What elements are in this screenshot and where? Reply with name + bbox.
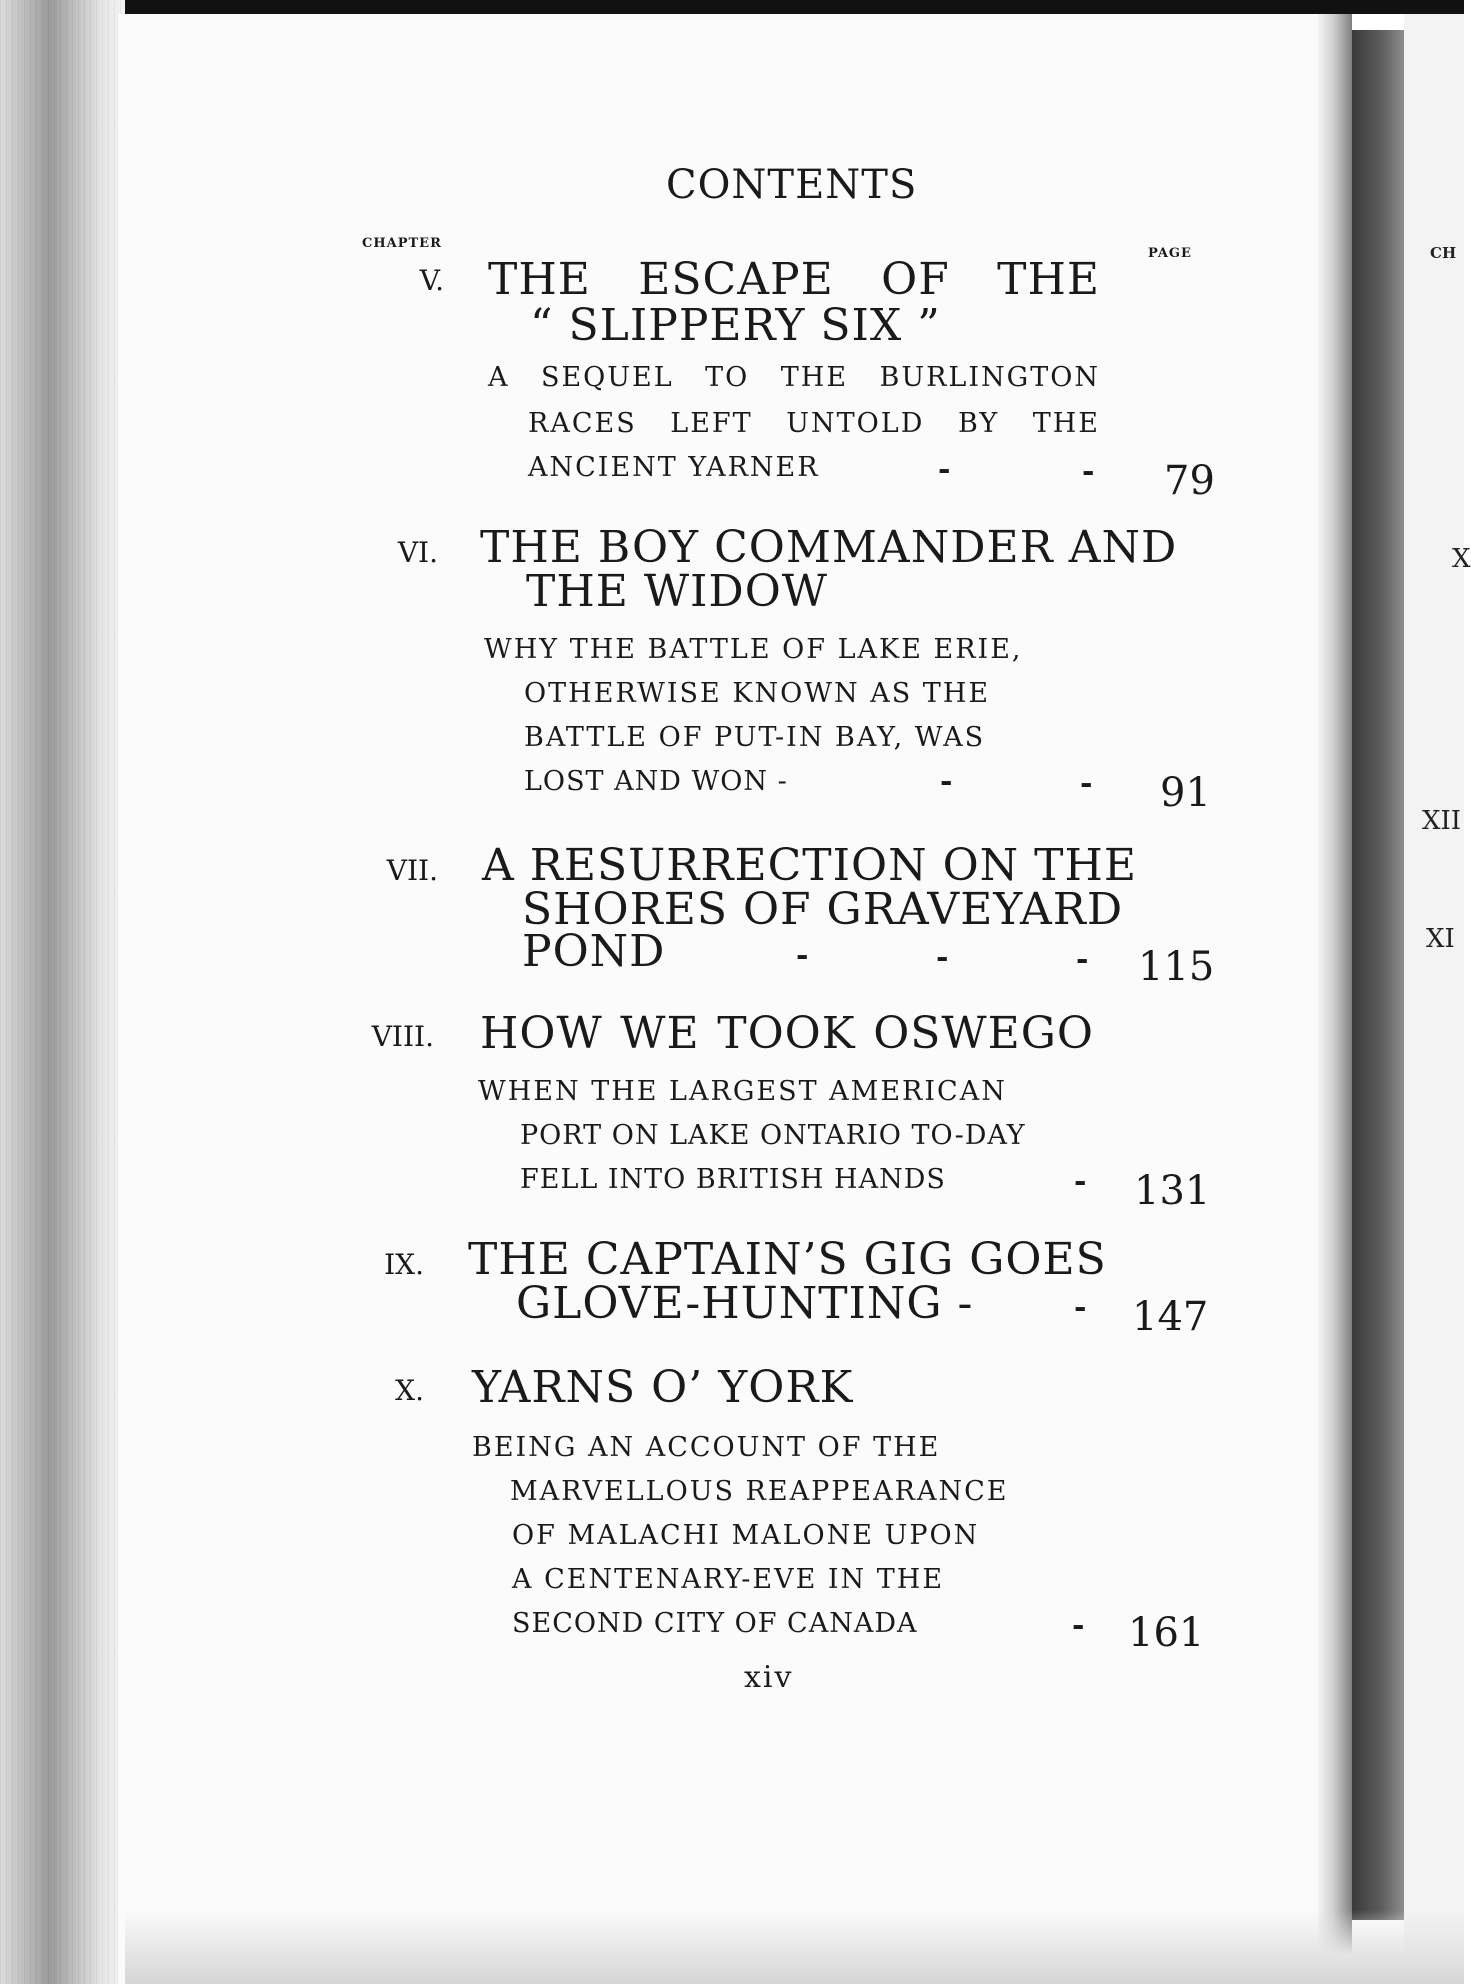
title-word: OSWEGO — [873, 1008, 1094, 1059]
facing-page-numeral-fragment: XI — [1426, 924, 1455, 954]
chapter-subtitle-line: FELL INTO BRITISH HANDS — [520, 1164, 946, 1195]
chapter-title-line — [480, 1008, 1094, 1059]
page-edge-stack — [0, 0, 125, 1984]
chapter-title-line — [488, 254, 1100, 305]
chapter-subtitle-line: SECOND CITY OF CANADA — [512, 1608, 918, 1639]
title-word: TOOK — [717, 1008, 856, 1059]
leader-dash: - — [1074, 1290, 1087, 1325]
chapter-numeral: VIII. — [371, 1020, 434, 1053]
gutter-shadow — [1318, 14, 1352, 1984]
chapter-title-line: SHORES OF GRAVEYARD — [522, 884, 1124, 935]
chapter-title-line: THE BOY COMMANDER AND — [480, 522, 1178, 573]
chapter-title-line: GLOVE-HUNTING - — [516, 1278, 974, 1329]
page-folio: xiv — [744, 1660, 794, 1695]
leader-dash: - — [1080, 766, 1093, 801]
chapter-title-line: A RESURRECTION ON THE — [482, 840, 1137, 891]
chapter-numeral: VI. — [397, 536, 438, 569]
chapter-numeral: VII. — [386, 854, 438, 887]
scan-top-border — [0, 0, 1464, 14]
chapter-title-line: THE CAPTAIN’S GIG GOES — [468, 1234, 1107, 1285]
chapter-subtitle-line: WHEN THE LARGEST AMERICAN — [478, 1076, 1007, 1107]
leader-dash: - — [940, 764, 953, 799]
leader-dash: - — [1082, 454, 1095, 489]
book-gutter — [1352, 30, 1404, 1920]
title-word: THE — [488, 254, 591, 305]
facing-page-numeral-fragment: X — [1452, 544, 1471, 574]
leader-dash: - — [936, 940, 949, 975]
chapter-column-label: CHAPTER — [362, 236, 442, 251]
chapter-numeral: IX. — [384, 1248, 424, 1281]
facing-page-numeral-fragment: XII — [1422, 806, 1462, 836]
page-number: 147 — [1132, 1294, 1209, 1340]
page-title: CONTENTS — [666, 162, 918, 208]
chapter-subtitle-line: OTHERWISE KNOWN AS THE — [524, 678, 991, 709]
chapter-title-line: THE WIDOW — [526, 566, 829, 617]
chapter-subtitle-line: WHY THE BATTLE OF LAKE ERIE, — [484, 634, 1023, 665]
chapter-numeral: X. — [395, 1374, 424, 1407]
page-column-label: PAGE — [1148, 246, 1192, 261]
facing-page — [1404, 14, 1471, 1984]
title-word: ESCAPE — [638, 254, 834, 305]
chapter-subtitle-line: MARVELLOUS REAPPEARANCE — [510, 1476, 1009, 1507]
chapter-subtitle-line: A CENTENARY-EVE IN THE — [512, 1564, 945, 1595]
title-word: THE — [997, 254, 1100, 305]
chapter-numeral: V. — [419, 264, 444, 297]
facing-page-chapter-fragment: CH — [1430, 244, 1457, 262]
chapter-title-line: POND — [522, 926, 666, 977]
chapter-subtitle-line: A SEQUEL TO THE BURLINGTON — [488, 362, 1100, 393]
title-word: OF — [881, 254, 950, 305]
chapter-subtitle-line: ANCIENT YARNER — [528, 452, 820, 483]
leader-dash: - — [1074, 1164, 1087, 1199]
page-number: 161 — [1128, 1610, 1205, 1656]
leader-dash: - — [1072, 1608, 1085, 1643]
chapter-subtitle-line: LOST AND WON - — [524, 766, 788, 797]
chapter-title-line: “ SLIPPERY SIX ” — [530, 300, 941, 351]
page-number: 91 — [1160, 770, 1211, 816]
chapter-subtitle-line: OF MALACHI MALONE UPON — [512, 1520, 980, 1551]
title-word: WE — [620, 1008, 700, 1059]
page-number: 115 — [1138, 944, 1215, 990]
leader-dash: - — [938, 452, 951, 487]
chapter-subtitle-line: BATTLE OF PUT-IN BAY, WAS — [524, 722, 986, 753]
chapter-subtitle-line: BEING AN ACCOUNT OF THE — [472, 1432, 941, 1463]
title-word: HOW — [480, 1008, 603, 1059]
chapter-title-line: YARNS O’ YORK — [472, 1362, 854, 1413]
chapter-subtitle-line: PORT ON LAKE ONTARIO TO-DAY — [520, 1120, 1026, 1151]
bottom-shadow — [125, 1910, 1464, 1984]
chapter-subtitle-line: RACES LEFT UNTOLD BY THE — [528, 408, 1100, 439]
page-number: 79 — [1164, 458, 1215, 504]
page-number: 131 — [1134, 1168, 1211, 1214]
leader-dash: - — [796, 938, 809, 973]
leader-dash: - — [1076, 942, 1089, 977]
